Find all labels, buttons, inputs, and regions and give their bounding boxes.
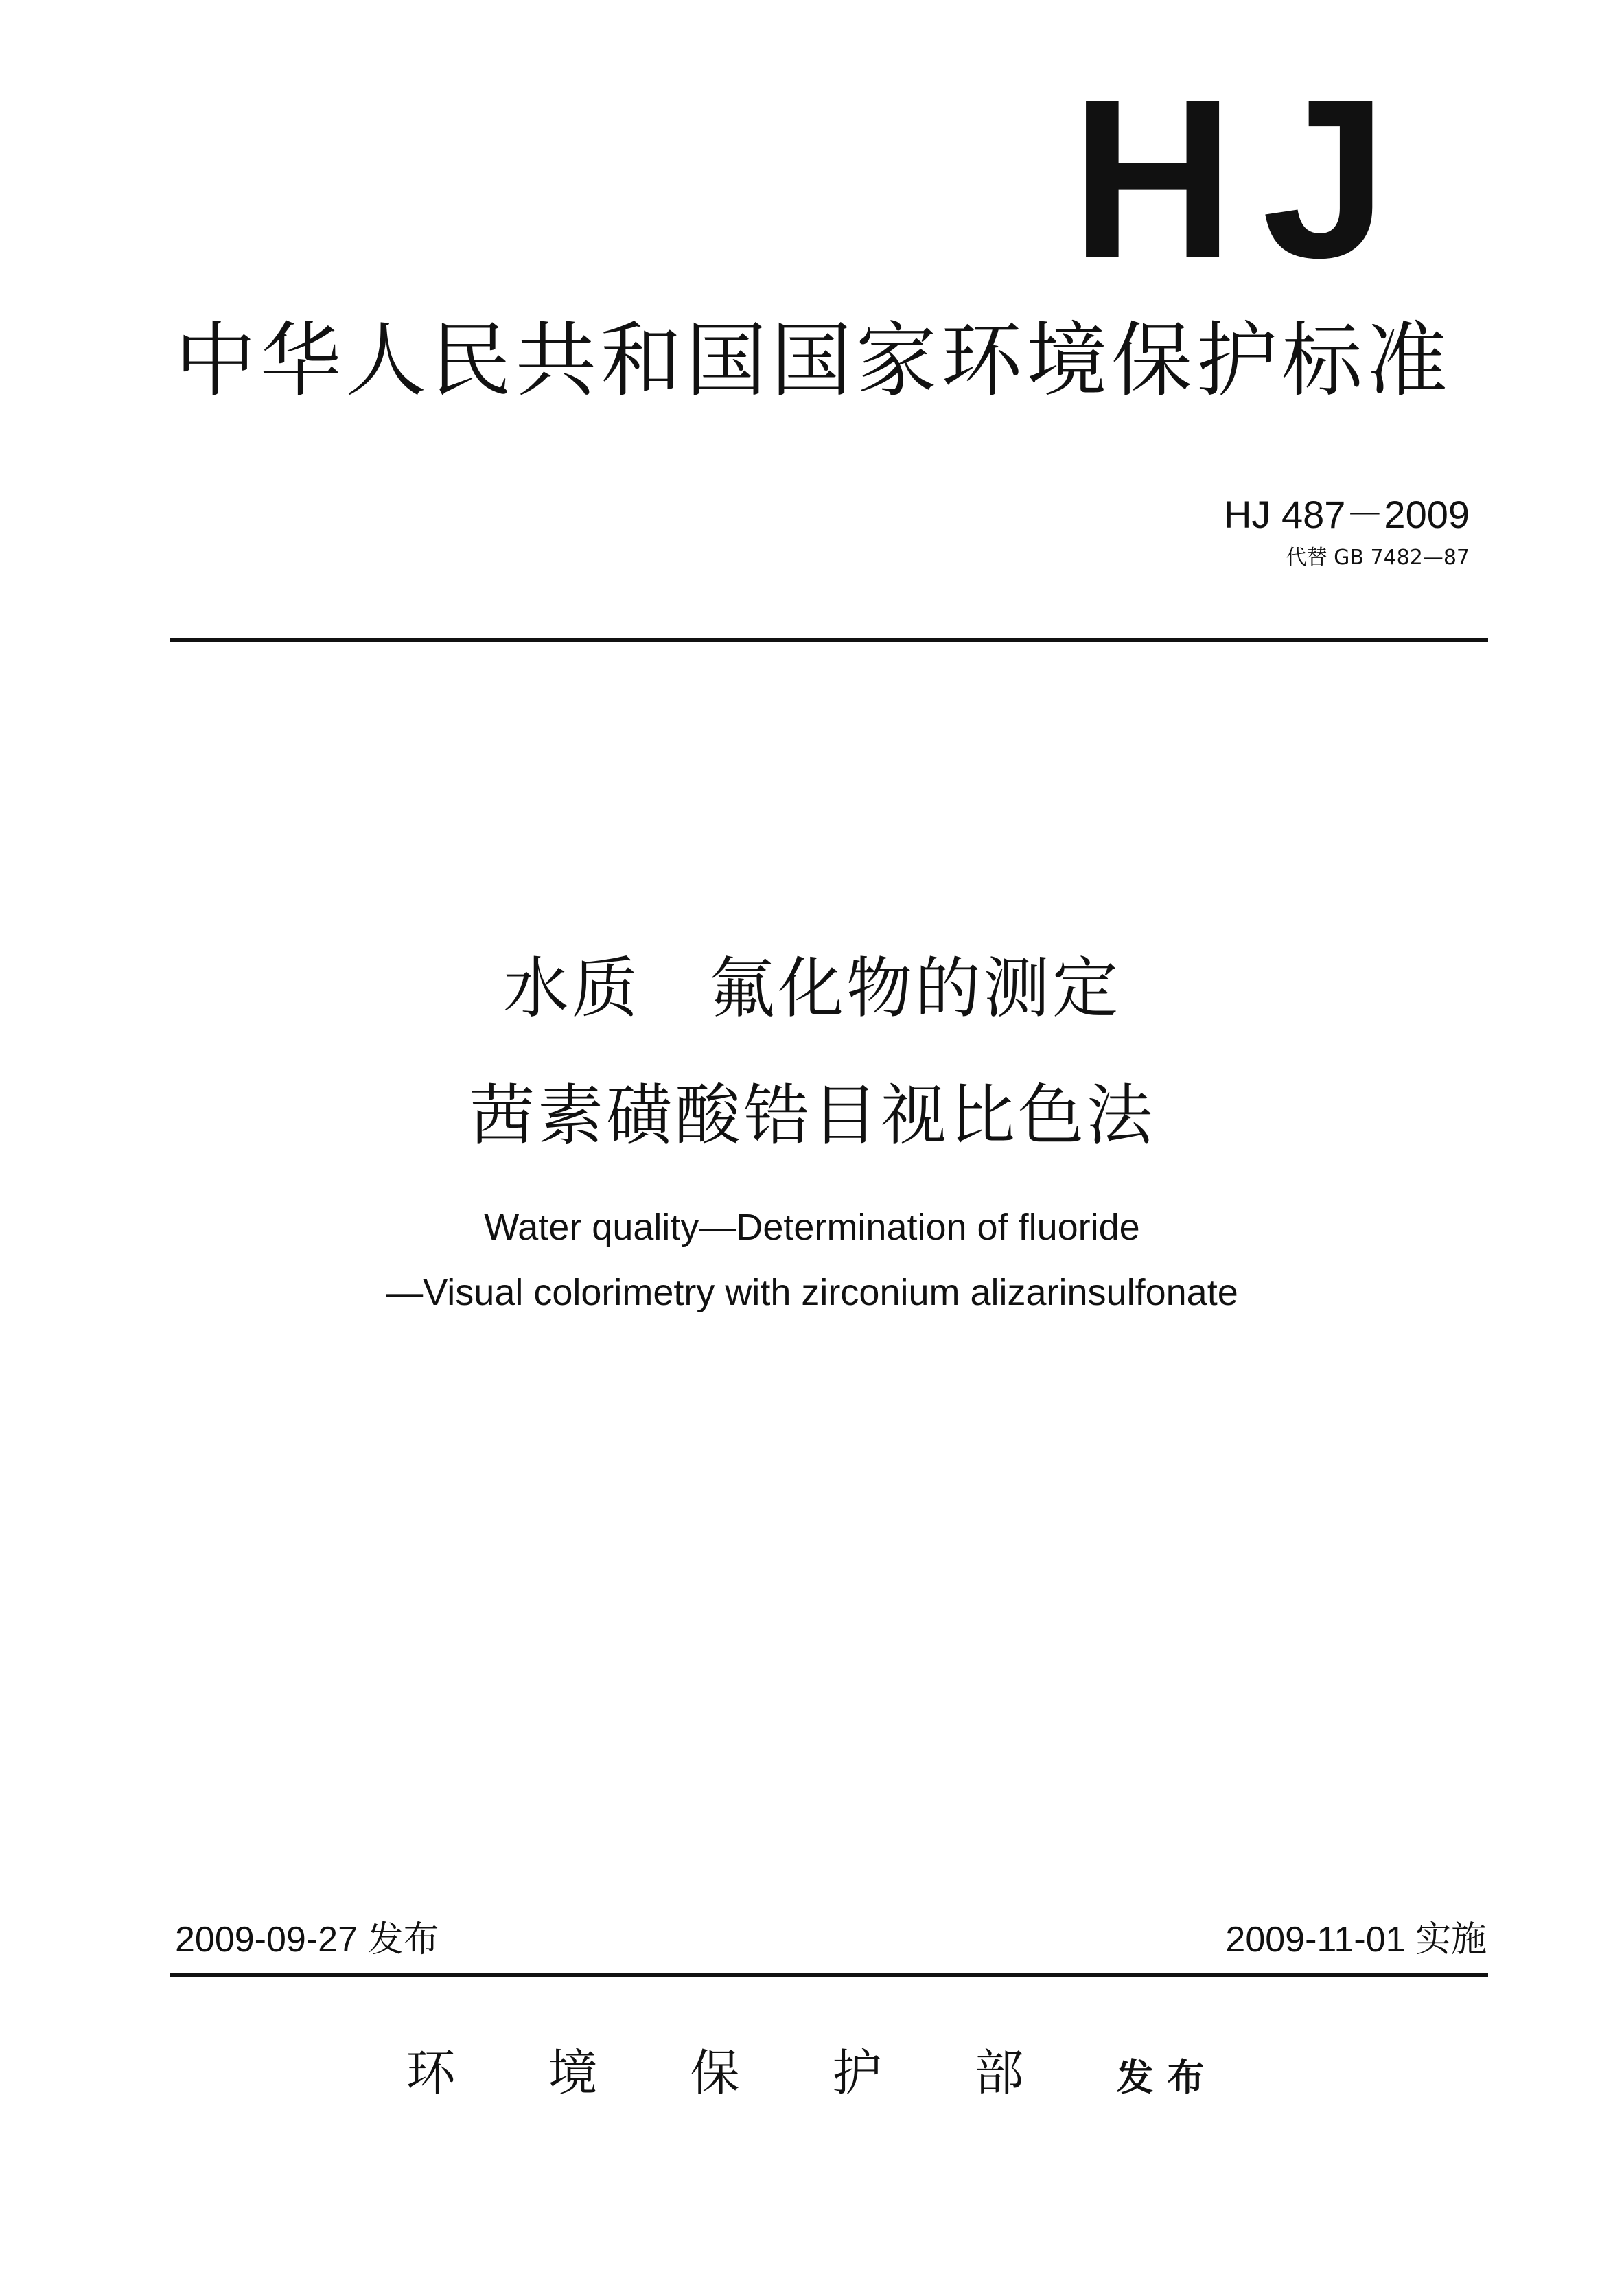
title-english-line-1: Water quality—Determination of fluoride [484, 1207, 1140, 1248]
hj-logo: HJ [1071, 51, 1415, 305]
bottom-divider [170, 1973, 1488, 1977]
replaces-standard: 代替 GB 7482—87 [1286, 546, 1470, 570]
top-divider [170, 638, 1488, 642]
title-chinese-line-2: 茜素磺酸锆目视比色法 [469, 1077, 1155, 1154]
issue-date: 2009-09-27 发布 [175, 1920, 439, 1960]
issuer-name: 环境保护部 [406, 2044, 1117, 2102]
standard-category-title: 中华人民共和国国家环境保护标准 [175, 313, 1452, 408]
implementation-date: 2009-11-01 实施 [1225, 1920, 1487, 1960]
standard-number: HJ 487－2009 [1223, 493, 1470, 536]
title-english-line-2: —Visual colorimetry with zirconium alizarinsulfonate [386, 1272, 1238, 1313]
issuer-suffix: 发布 [1116, 2056, 1218, 2099]
issuer-line [0, 2042, 1624, 2109]
title-chinese-line-1: 水质 氟化物的测定 [503, 950, 1121, 1027]
